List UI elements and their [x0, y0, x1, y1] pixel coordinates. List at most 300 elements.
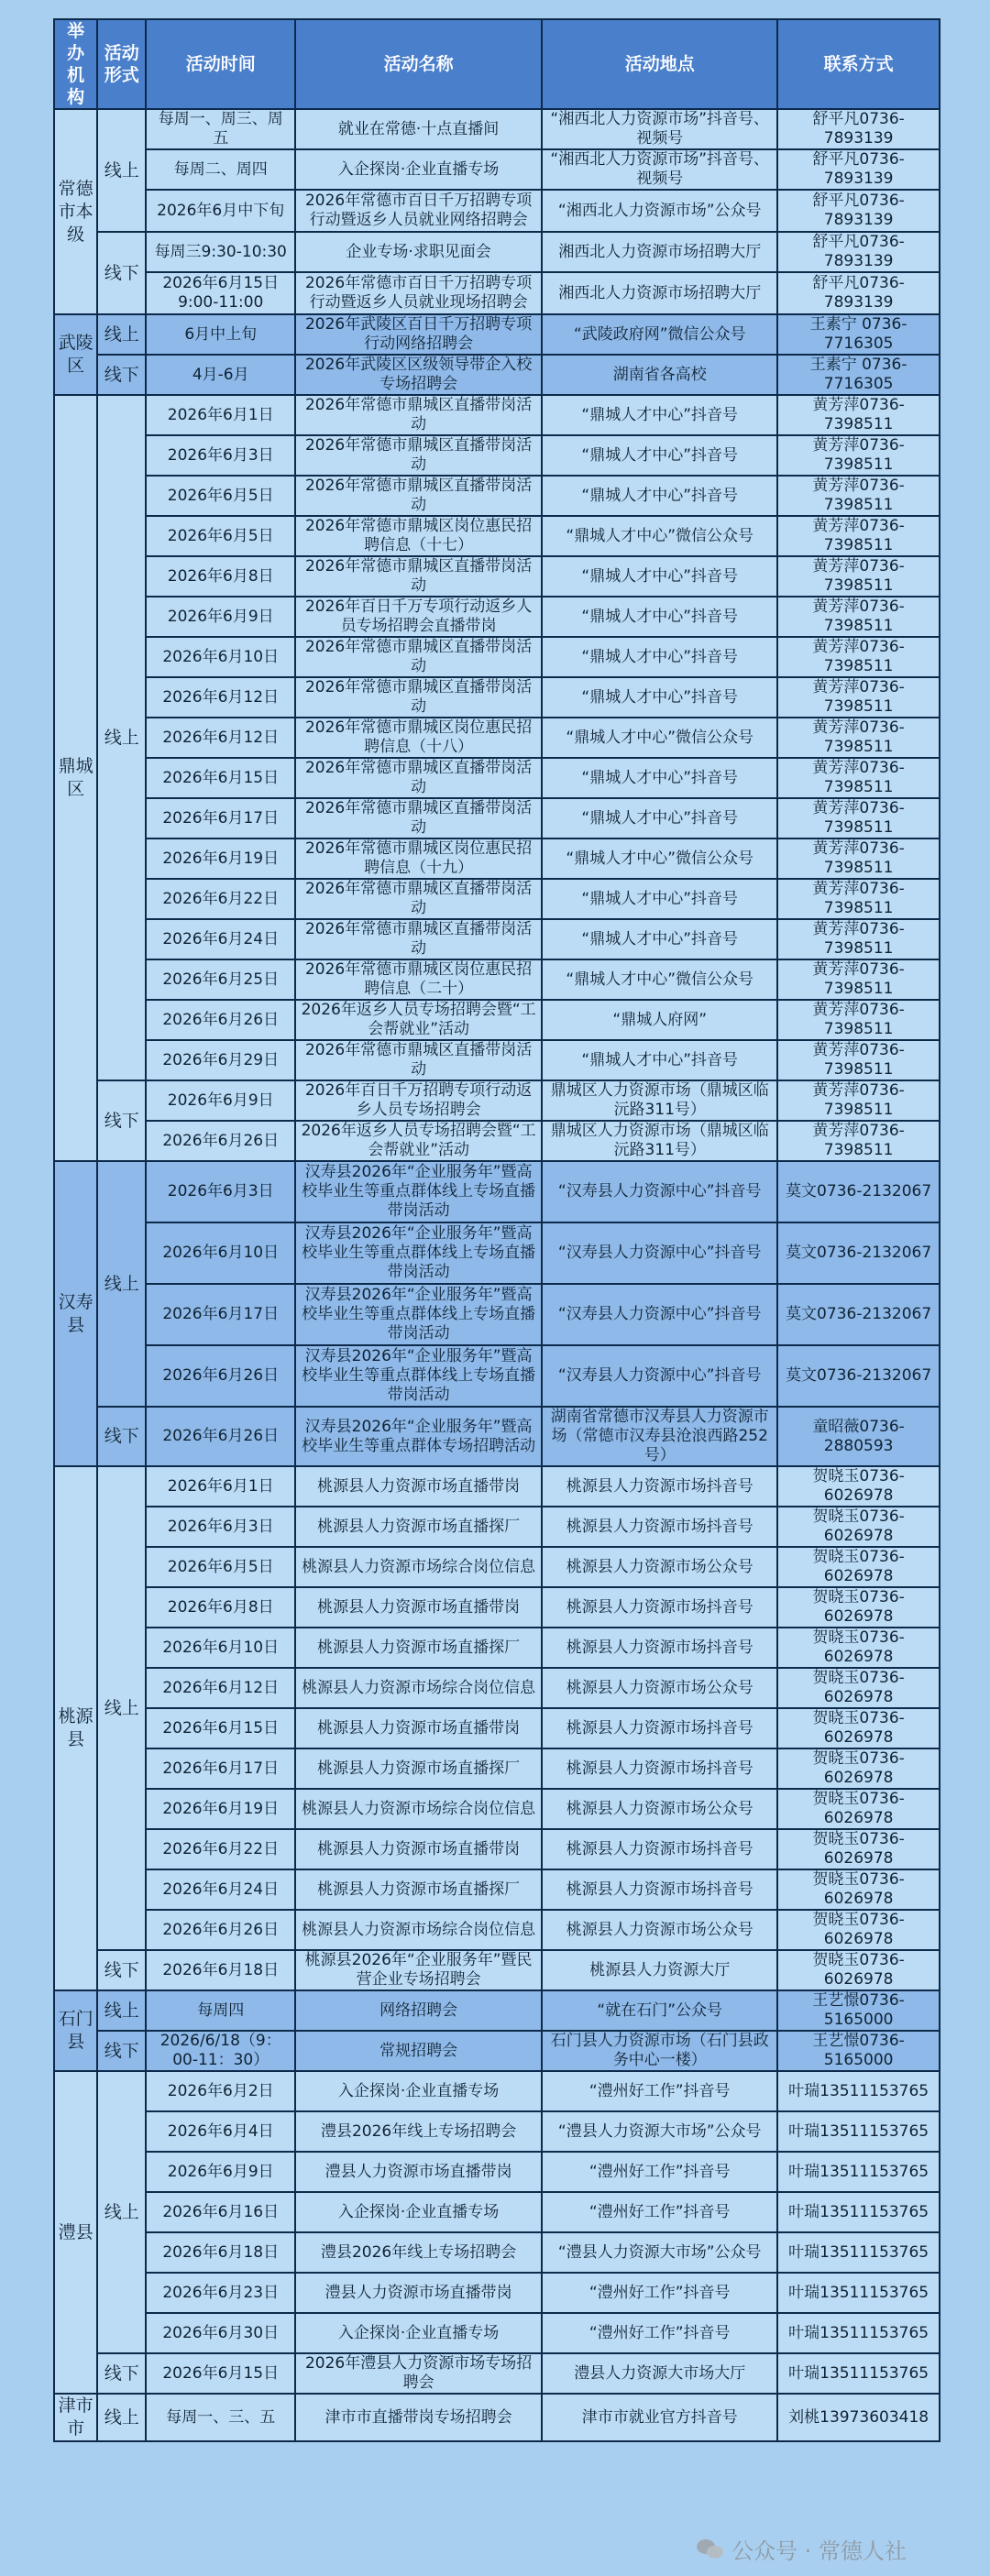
activity-location-cell: 桃源县人力资源市场抖音号 — [543, 1507, 776, 1546]
mode-cell: 线上 — [98, 1467, 145, 1949]
activity-name-cell: 2026年武陵区区级领导带企入校专场招聘会 — [296, 356, 541, 394]
table-row — [55, 718, 939, 757]
activity-name-cell: 企业专场·求职见面会 — [296, 233, 541, 271]
table-row — [55, 1001, 939, 1039]
contact-cell: 黄芳萍0736-7398511 — [778, 678, 939, 717]
header-org: 举办机构 — [55, 20, 96, 108]
activity-location-cell: “就在石门”公众号 — [543, 1991, 776, 2030]
activity-name-cell: 汉寿县2026年“企业服务年”暨高校毕业生等重点群体线上专场直播带岗活动 — [296, 1285, 541, 1344]
activity-time-cell: 2026年6月24日 — [147, 920, 294, 959]
mode-cell: 线下 — [98, 1951, 145, 1990]
activity-time-cell: 6月中上旬 — [147, 315, 294, 354]
contact-cell: 黄芳萍0736-7398511 — [778, 880, 939, 918]
activity-location-cell: 桃源县人力资源市场抖音号 — [543, 1628, 776, 1667]
table-row — [55, 2112, 939, 2151]
activity-time-cell: 2026年6月24日 — [147, 1870, 294, 1909]
contact-cell: 舒平凡0736-7893139 — [778, 191, 939, 231]
activity-time-cell: 2026年6月16日 — [147, 2193, 294, 2231]
table-row — [55, 1749, 939, 1788]
activity-location-cell: “鼎城人才中心”抖音号 — [543, 477, 776, 515]
contact-cell: 贺晓玉0736-6026978 — [778, 1951, 939, 1990]
table-row — [55, 150, 939, 189]
activity-location-cell: 鼎城区人力资源市场（鼎城区临沅路311号） — [543, 1122, 776, 1160]
activity-name-cell: 桃源县人力资源市场直播探厂 — [296, 1749, 541, 1788]
contact-cell: 王素宁 0736-7716305 — [778, 356, 939, 394]
activity-time-cell: 2026年6月3日 — [147, 1162, 294, 1222]
activity-location-cell: “澧州好工作”抖音号 — [543, 2314, 776, 2352]
activity-name-cell: 桃源县人力资源市场直播探厂 — [296, 1507, 541, 1546]
org-cell: 鼎城区 — [55, 396, 96, 1160]
activity-name-cell: 入企探岗·企业直播专场 — [296, 2193, 541, 2231]
table-row — [55, 2314, 939, 2352]
table-row — [55, 1081, 939, 1120]
activity-time-cell: 2026年6月8日 — [147, 1588, 294, 1627]
activity-name-cell: 2026年常德市鼎城区直播带岗活动 — [296, 880, 541, 918]
activity-time-cell: 2026年6月4日 — [147, 2112, 294, 2151]
table-header-row — [55, 20, 939, 108]
activity-time-cell: 2026年6月3日 — [147, 1507, 294, 1546]
table-row — [55, 1346, 939, 1406]
activity-location-cell: “鼎城人才中心”抖音号 — [543, 557, 776, 596]
contact-cell: 叶瑞13511153765 — [778, 2072, 939, 2110]
activity-name-cell: 桃源县2026年“企业服务年”暨民营企业专场招聘会 — [296, 1951, 541, 1990]
activity-name-cell: 桃源县人力资源市场直播探厂 — [296, 1628, 541, 1667]
mode-cell: 线下 — [98, 2354, 145, 2393]
activity-location-cell: “武陵政府网”微信公众号 — [543, 315, 776, 354]
mode-cell: 线上 — [98, 110, 145, 231]
activity-name-cell: 桃源县人力资源市场直播带岗 — [296, 1830, 541, 1869]
table-row — [55, 191, 939, 231]
activity-time-cell: 2026年6月17日 — [147, 1749, 294, 1788]
table-row — [55, 1991, 939, 2030]
table-row — [55, 2274, 939, 2312]
org-cell: 石门县 — [55, 1991, 96, 2070]
contact-cell: 王素宁 0736-7716305 — [778, 315, 939, 354]
activity-location-cell: “鼎城人才中心”抖音号 — [543, 1041, 776, 1080]
contact-cell: 贺晓玉0736-6026978 — [778, 1669, 939, 1707]
activity-name-cell: 2026年澧县人力资源市场专场招聘会 — [296, 2354, 541, 2393]
table-row — [55, 110, 939, 148]
activity-time-cell: 2026年6月26日 — [147, 1001, 294, 1039]
activity-name-cell: 入企探岗·企业直播专场 — [296, 2314, 541, 2352]
activity-location-cell: “鼎城人才中心”抖音号 — [543, 638, 776, 676]
activity-location-cell: “鼎城人才中心”抖音号 — [543, 799, 776, 838]
contact-cell: 叶瑞13511153765 — [778, 2314, 939, 2352]
contact-cell: 黄芳萍0736-7398511 — [778, 1001, 939, 1039]
activity-name-cell: 2026年百日千万专项行动返乡人员专场招聘会直播带岗 — [296, 597, 541, 636]
activity-time-cell: 2026年6月9日 — [147, 1081, 294, 1120]
mode-cell: 线下 — [98, 1408, 145, 1465]
activity-location-cell: “鼎城人才中心”抖音号 — [543, 880, 776, 918]
activity-name-cell: 就业在常德·十点直播间 — [296, 110, 541, 148]
contact-cell: 贺晓玉0736-6026978 — [778, 1870, 939, 1909]
contact-cell: 贺晓玉0736-6026978 — [778, 1911, 939, 1949]
contact-cell: 黄芳萍0736-7398511 — [778, 1041, 939, 1080]
table-row — [55, 273, 939, 313]
activity-time-cell: 2026年6月15日 — [147, 2354, 294, 2393]
table-row — [55, 1223, 939, 1283]
org-cell: 常德市本级 — [55, 110, 96, 313]
activity-time-cell: 每周一、三、五 — [147, 2395, 294, 2440]
activity-location-cell: “汉寿县人力资源中心”抖音号 — [543, 1285, 776, 1344]
activity-time-cell: 2026年6月1日 — [147, 1467, 294, 1506]
org-cell: 汉寿县 — [55, 1162, 96, 1465]
table-row — [55, 2072, 939, 2110]
mode-cell: 线下 — [98, 2032, 145, 2070]
header-time: 活动时间 — [147, 20, 294, 108]
mode-cell: 线上 — [98, 315, 145, 354]
activity-time-cell: 2026年6月26日 — [147, 1911, 294, 1949]
org-cell: 桃源县 — [55, 1467, 96, 1990]
contact-cell: 贺晓玉0736-6026978 — [778, 1830, 939, 1869]
activity-time-cell: 2026年6月26日 — [147, 1122, 294, 1160]
contact-cell: 黄芳萍0736-7398511 — [778, 718, 939, 757]
activity-location-cell: “湘西北人力资源市场”抖音号、视频号 — [543, 150, 776, 189]
org-cell: 津市市 — [55, 2395, 96, 2440]
table-body — [55, 110, 939, 2440]
mode-cell: 线下 — [98, 233, 145, 313]
activity-name-cell: 桃源县人力资源市场综合岗位信息 — [296, 1669, 541, 1707]
contact-cell: 黄芳萍0736-7398511 — [778, 920, 939, 959]
activity-name-cell: 2026年常德市百日千万招聘专项行动暨返乡人员就业网络招聘会 — [296, 191, 541, 231]
contact-cell: 莫文0736-2132067 — [778, 1223, 939, 1283]
mode-cell: 线上 — [98, 2395, 145, 2440]
activity-time-cell: 2026年6月8日 — [147, 557, 294, 596]
activity-location-cell: “澧州好工作”抖音号 — [543, 2193, 776, 2231]
table-row — [55, 1830, 939, 1869]
table-row — [55, 920, 939, 959]
contact-cell: 黄芳萍0736-7398511 — [778, 839, 939, 878]
activity-location-cell: 湘西北人力资源市场招聘大厅 — [543, 233, 776, 271]
table-row — [55, 1162, 939, 1222]
activity-name-cell: 澧县人力资源市场直播带岗 — [296, 2274, 541, 2312]
activity-name-cell: 2026年常德市鼎城区岗位惠民招聘信息（二十） — [296, 960, 541, 999]
activity-time-cell: 2026年6月10日 — [147, 1223, 294, 1283]
activity-name-cell: 常规招聘会 — [296, 2032, 541, 2070]
table-row — [55, 517, 939, 555]
contact-cell: 黄芳萍0736-7398511 — [778, 597, 939, 636]
activity-name-cell: 2026年常德市鼎城区直播带岗活动 — [296, 759, 541, 797]
table-row — [55, 2193, 939, 2231]
table-row — [55, 1709, 939, 1748]
contact-cell: 贺晓玉0736-6026978 — [778, 1588, 939, 1627]
activity-time-cell: 2026年6月19日 — [147, 839, 294, 878]
activity-location-cell: 桃源县人力资源市场抖音号 — [543, 1749, 776, 1788]
activity-name-cell: 汉寿县2026年“企业服务年”暨高校毕业生等重点群体线上专场直播带岗活动 — [296, 1346, 541, 1406]
activity-time-cell: 2026年6月17日 — [147, 799, 294, 838]
table-row — [55, 1911, 939, 1949]
activity-time-cell: 2026年6月5日 — [147, 1548, 294, 1586]
activity-name-cell: 入企探岗·企业直播专场 — [296, 150, 541, 189]
table-row — [55, 557, 939, 596]
contact-cell: 舒平凡0736-7893139 — [778, 233, 939, 271]
contact-cell: 舒平凡0736-7893139 — [778, 150, 939, 189]
table-row — [55, 839, 939, 878]
activity-time-cell: 2026年6月5日 — [147, 477, 294, 515]
contact-cell: 黄芳萍0736-7398511 — [778, 557, 939, 596]
activity-time-cell: 2026年6月10日 — [147, 638, 294, 676]
activity-location-cell: “鼎城人才中心”抖音号 — [543, 396, 776, 434]
contact-cell: 黄芳萍0736-7398511 — [778, 960, 939, 999]
activity-location-cell: “湘西北人力资源市场”抖音号、视频号 — [543, 110, 776, 148]
mode-cell: 线下 — [98, 356, 145, 394]
table-row — [55, 1507, 939, 1546]
activity-location-cell: 鼎城区人力资源市场（鼎城区临沅路311号） — [543, 1081, 776, 1120]
activity-time-cell: 2026年6月26日 — [147, 1408, 294, 1465]
activity-location-cell: 桃源县人力资源大厅 — [543, 1951, 776, 1990]
contact-cell: 黄芳萍0736-7398511 — [778, 799, 939, 838]
watermark-text: 公众号 · 常德人社 — [732, 2538, 907, 2564]
activity-name-cell: 2026年常德市鼎城区直播带岗活动 — [296, 396, 541, 434]
contact-cell: 童昭薇0736-2880593 — [778, 1408, 939, 1465]
activity-name-cell: 2026年常德市鼎城区岗位惠民招聘信息（十七） — [296, 517, 541, 555]
activity-location-cell: “澧县人力资源大市场”公众号 — [543, 2233, 776, 2272]
table-row — [55, 678, 939, 717]
activity-location-cell: “澧州好工作”抖音号 — [543, 2153, 776, 2191]
activity-name-cell: 桃源县人力资源市场直播带岗 — [296, 1467, 541, 1506]
activity-location-cell: 桃源县人力资源市场抖音号 — [543, 1870, 776, 1909]
contact-cell: 莫文0736-2132067 — [778, 1162, 939, 1222]
activity-name-cell: 澧县2026年线上专场招聘会 — [296, 2233, 541, 2272]
activity-location-cell: 桃源县人力资源市场公众号 — [543, 1790, 776, 1828]
activity-location-cell: 石门县人力资源市场（石门县政务中心一楼） — [543, 2032, 776, 2070]
activity-location-cell: 桃源县人力资源市场抖音号 — [543, 1709, 776, 1748]
activity-time-cell: 2026年6月中下旬 — [147, 191, 294, 231]
contact-cell: 黄芳萍0736-7398511 — [778, 1122, 939, 1160]
activity-time-cell: 2026年6月2日 — [147, 2072, 294, 2110]
table-row — [55, 1951, 939, 1990]
contact-cell: 黄芳萍0736-7398511 — [778, 517, 939, 555]
contact-cell: 贺晓玉0736-6026978 — [778, 1709, 939, 1748]
activity-location-cell: 湖南省常德市汉寿县人力资源市场（常德市汉寿县沧浪西路252号） — [543, 1408, 776, 1465]
table-row — [55, 960, 939, 999]
activity-name-cell: 2026年常德市鼎城区直播带岗活动 — [296, 920, 541, 959]
activity-location-cell: 湖南省各高校 — [543, 356, 776, 394]
activity-time-cell: 2026年6月22日 — [147, 1830, 294, 1869]
activity-time-cell: 2026年6月23日 — [147, 2274, 294, 2312]
activity-time-cell: 2026年6月15日 — [147, 759, 294, 797]
activity-location-cell: “澧县人力资源大市场”公众号 — [543, 2112, 776, 2151]
activity-location-cell: “鼎城人才中心”抖音号 — [543, 678, 776, 717]
contact-cell: 莫文0736-2132067 — [778, 1285, 939, 1344]
table-row — [55, 597, 939, 636]
table-row — [55, 477, 939, 515]
activity-name-cell: 汉寿县2026年“企业服务年”暨高校毕业生等重点群体专场招聘活动 — [296, 1408, 541, 1465]
contact-cell: 贺晓玉0736-6026978 — [778, 1507, 939, 1546]
activity-time-cell: 2026年6月9日 — [147, 2153, 294, 2191]
activity-name-cell: 2026年常德市鼎城区直播带岗活动 — [296, 557, 541, 596]
table-row — [55, 1408, 939, 1465]
activity-location-cell: “鼎城人才中心”抖音号 — [543, 436, 776, 475]
activity-location-cell: “鼎城人才中心”微信公众号 — [543, 960, 776, 999]
table-row — [55, 233, 939, 271]
activity-location-cell: 津市市就业官方抖音号 — [543, 2395, 776, 2440]
activity-name-cell: 2026年常德市鼎城区直播带岗活动 — [296, 638, 541, 676]
activity-time-cell: 4月-6月 — [147, 356, 294, 394]
table-row — [55, 1669, 939, 1707]
activity-location-cell: “鼎城人才中心”抖音号 — [543, 759, 776, 797]
activity-time-cell: 2026年6月12日 — [147, 678, 294, 717]
activity-name-cell: 汉寿县2026年“企业服务年”暨高校毕业生等重点群体线上专场直播带岗活动 — [296, 1223, 541, 1283]
activity-location-cell: “鼎城人才中心”微信公众号 — [543, 517, 776, 555]
activity-name-cell: 2026年武陵区百日千万招聘专项行动网络招聘会 — [296, 315, 541, 354]
activity-location-cell: “鼎城人才中心”抖音号 — [543, 920, 776, 959]
activity-name-cell: 2026年常德市鼎城区岗位惠民招聘信息（十九） — [296, 839, 541, 878]
contact-cell: 黄芳萍0736-7398511 — [778, 1081, 939, 1120]
table-row — [55, 356, 939, 394]
contact-cell: 贺晓玉0736-6026978 — [778, 1467, 939, 1506]
table-row — [55, 638, 939, 676]
activity-name-cell: 桃源县人力资源市场综合岗位信息 — [296, 1548, 541, 1586]
contact-cell: 黄芳萍0736-7398511 — [778, 477, 939, 515]
table-row — [55, 2032, 939, 2070]
activity-location-cell: “鼎城人才中心”微信公众号 — [543, 718, 776, 757]
activity-name-cell: 汉寿县2026年“企业服务年”暨高校毕业生等重点群体线上专场直播带岗活动 — [296, 1162, 541, 1222]
activity-time-cell: 2026年6月26日 — [147, 1346, 294, 1406]
table-row — [55, 1588, 939, 1627]
activity-location-cell: 桃源县人力资源市场公众号 — [543, 1548, 776, 1586]
contact-cell: 黄芳萍0736-7398511 — [778, 638, 939, 676]
table-row — [55, 1122, 939, 1160]
table-row — [55, 1628, 939, 1667]
table-row — [55, 1285, 939, 1344]
wechat-icon — [697, 2539, 724, 2560]
activity-time-cell: 2026年6月15日 9:00-11:00 — [147, 273, 294, 313]
activity-location-cell: “鼎城人府网” — [543, 1001, 776, 1039]
table-row — [55, 436, 939, 475]
contact-cell: 黄芳萍0736-7398511 — [778, 396, 939, 434]
activity-time-cell: 2026年6月17日 — [147, 1285, 294, 1344]
activity-location-cell: 桃源县人力资源市场抖音号 — [543, 1830, 776, 1869]
activity-location-cell: 湘西北人力资源市场招聘大厅 — [543, 273, 776, 313]
activity-location-cell: 澧县人力资源大市场大厅 — [543, 2354, 776, 2393]
table-row — [55, 2153, 939, 2191]
activity-location-cell: 桃源县人力资源市场公众号 — [543, 1911, 776, 1949]
contact-cell: 叶瑞13511153765 — [778, 2274, 939, 2312]
contact-cell: 贺晓玉0736-6026978 — [778, 1628, 939, 1667]
activity-location-cell: 桃源县人力资源市场抖音号 — [543, 1467, 776, 1506]
activity-time-cell: 2026年6月29日 — [147, 1041, 294, 1080]
activity-name-cell: 2026年常德市鼎城区直播带岗活动 — [296, 436, 541, 475]
activity-time-cell: 2026年6月19日 — [147, 1790, 294, 1828]
activity-name-cell: 2026年常德市鼎城区直播带岗活动 — [296, 477, 541, 515]
mode-cell: 线上 — [98, 2072, 145, 2352]
activity-name-cell: 2026年常德市鼎城区直播带岗活动 — [296, 1041, 541, 1080]
activity-name-cell: 网络招聘会 — [296, 1991, 541, 2030]
activity-name-cell: 2026年常德市鼎城区直播带岗活动 — [296, 678, 541, 717]
activity-location-cell: “澧州好工作”抖音号 — [543, 2072, 776, 2110]
activity-name-cell: 2026年返乡人员专场招聘会暨“工会帮就业”活动 — [296, 1122, 541, 1160]
activity-time-cell: 2026年6月12日 — [147, 718, 294, 757]
activity-name-cell: 桃源县人力资源市场直播带岗 — [296, 1588, 541, 1627]
activity-time-cell: 2026年6月10日 — [147, 1628, 294, 1667]
activity-location-cell: “鼎城人才中心”抖音号 — [543, 597, 776, 636]
activity-location-cell: “鼎城人才中心”微信公众号 — [543, 839, 776, 878]
contact-cell: 舒平凡0736-7893139 — [778, 273, 939, 313]
mode-cell: 线上 — [98, 1991, 145, 2030]
activity-location-cell: “汉寿县人力资源中心”抖音号 — [543, 1346, 776, 1406]
activity-time-cell: 2026年6月1日 — [147, 396, 294, 434]
activity-time-cell: 每周一、周三、周五 — [147, 110, 294, 148]
activity-time-cell: 2026年6月12日 — [147, 1669, 294, 1707]
activity-name-cell: 澧县人力资源市场直播带岗 — [296, 2153, 541, 2191]
table-row — [55, 396, 939, 434]
contact-cell: 黄芳萍0736-7398511 — [778, 759, 939, 797]
activity-name-cell: 2026年常德市鼎城区岗位惠民招聘信息（十八） — [296, 718, 541, 757]
contact-cell: 黄芳萍0736-7398511 — [778, 436, 939, 475]
activity-time-cell: 2026年6月9日 — [147, 597, 294, 636]
contact-cell: 莫文0736-2132067 — [778, 1346, 939, 1406]
activity-location-cell: “澧州好工作”抖音号 — [543, 2274, 776, 2312]
contact-cell: 王艺憬0736-5165000 — [778, 1991, 939, 2030]
activity-time-cell: 2026年6月18日 — [147, 2233, 294, 2272]
contact-cell: 舒平凡0736-7893139 — [778, 110, 939, 148]
activity-time-cell: 2026年6月15日 — [147, 1709, 294, 1748]
contact-cell: 贺晓玉0736-6026978 — [778, 1548, 939, 1586]
contact-cell: 贺晓玉0736-6026978 — [778, 1790, 939, 1828]
activity-name-cell: 津市市直播带岗专场招聘会 — [296, 2395, 541, 2440]
activity-name-cell: 2026年常德市百日千万招聘专项行动暨返乡人员就业现场招聘会 — [296, 273, 541, 313]
contact-cell: 叶瑞13511153765 — [778, 2193, 939, 2231]
table-row — [55, 1790, 939, 1828]
table-row — [55, 799, 939, 838]
activity-time-cell: 2026年6月30日 — [147, 2314, 294, 2352]
activity-time-cell: 2026年6月18日 — [147, 1951, 294, 1990]
table-row — [55, 1548, 939, 1586]
activity-location-cell: “汉寿县人力资源中心”抖音号 — [543, 1223, 776, 1283]
activity-name-cell: 入企探岗·企业直播专场 — [296, 2072, 541, 2110]
table-row — [55, 1870, 939, 1909]
table-row — [55, 2233, 939, 2272]
table-row — [55, 880, 939, 918]
activity-time-cell: 每周三9:30-10:30 — [147, 233, 294, 271]
org-cell: 澧县 — [55, 2072, 96, 2393]
activity-name-cell: 桃源县人力资源市场综合岗位信息 — [296, 1911, 541, 1949]
activity-schedule-table — [53, 18, 940, 2442]
activity-time-cell: 2026/6/18（9：00-11：30） — [147, 2032, 294, 2070]
contact-cell: 刘桃13973603418 — [778, 2395, 939, 2440]
contact-cell: 叶瑞13511153765 — [778, 2153, 939, 2191]
activity-time-cell: 每周二、周四 — [147, 150, 294, 189]
activity-schedule-sheet — [53, 18, 940, 2442]
header-location: 活动地点 — [543, 20, 776, 108]
activity-location-cell: “汉寿县人力资源中心”抖音号 — [543, 1162, 776, 1222]
activity-name-cell: 2026年返乡人员专场招聘会暨“工会帮就业”活动 — [296, 1001, 541, 1039]
activity-name-cell: 桃源县人力资源市场综合岗位信息 — [296, 1790, 541, 1828]
activity-time-cell: 2026年6月25日 — [147, 960, 294, 999]
watermark — [697, 2533, 907, 2565]
mode-cell: 线上 — [98, 396, 145, 1080]
contact-cell: 叶瑞13511153765 — [778, 2354, 939, 2393]
table-row — [55, 759, 939, 797]
mode-cell: 线下 — [98, 1081, 145, 1160]
table-row — [55, 2395, 939, 2440]
activity-time-cell: 2026年6月22日 — [147, 880, 294, 918]
activity-location-cell: 桃源县人力资源市场公众号 — [543, 1669, 776, 1707]
org-cell: 武陵区 — [55, 315, 96, 394]
activity-name-cell: 桃源县人力资源市场直播探厂 — [296, 1870, 541, 1909]
contact-cell: 王艺憬0736-5165000 — [778, 2032, 939, 2070]
mode-cell: 线上 — [98, 1162, 145, 1406]
activity-name-cell: 2026年百日千万招聘专项行动返乡人员专场招聘会 — [296, 1081, 541, 1120]
activity-location-cell: “湘西北人力资源市场”公众号 — [543, 191, 776, 231]
header-contact: 联系方式 — [778, 20, 939, 108]
activity-name-cell: 2026年常德市鼎城区直播带岗活动 — [296, 799, 541, 838]
contact-cell: 贺晓玉0736-6026978 — [778, 1749, 939, 1788]
activity-name-cell: 桃源县人力资源市场直播带岗 — [296, 1709, 541, 1748]
activity-name-cell: 澧县2026年线上专场招聘会 — [296, 2112, 541, 2151]
header-activity-name: 活动名称 — [296, 20, 541, 108]
